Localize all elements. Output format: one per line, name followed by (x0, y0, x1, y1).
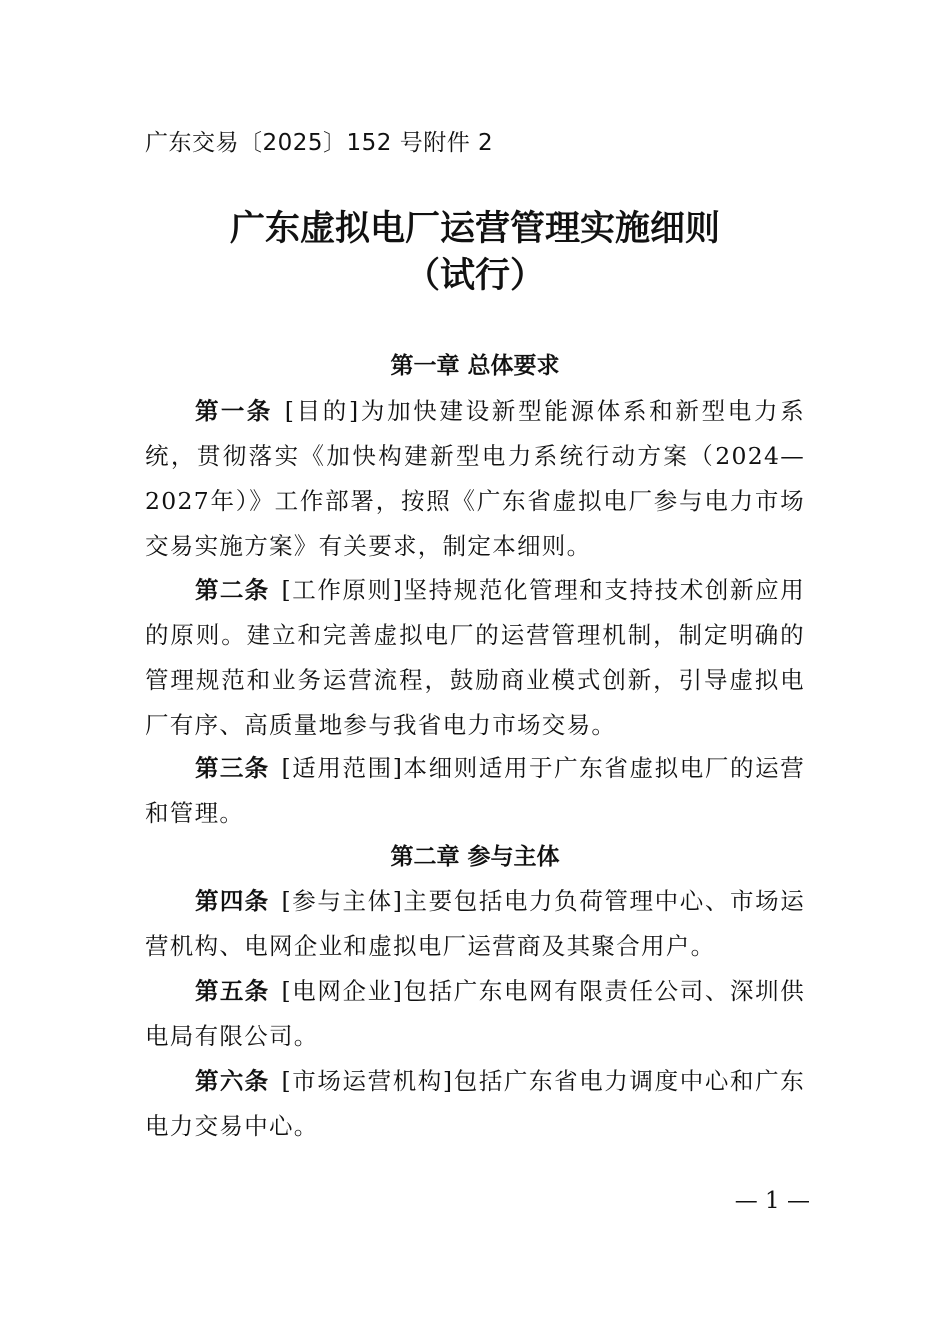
article-label: 第五条 (195, 977, 270, 1005)
article-paragraph (145, 1059, 805, 1149)
article-label: 第三条 (195, 754, 270, 782)
article-tag: [适用范围] (281, 754, 404, 782)
chapter-heading: 第二章 参与主体 (390, 844, 560, 870)
article-label: 第四条 (195, 887, 270, 915)
article-text: 坚持规范化管理和支持技术创新应用的原则。建立和完善虚拟电厂的运营管理机制，制定明确的管理规范和业务运营流程，鼓励商业模式创新，引导虚拟电厂有序、高质量地参与我省电力市场交易。 (145, 576, 806, 739)
article-text: 包括广东省电力调度中心和广东电力交易中心。 (145, 1067, 805, 1140)
article-paragraph (145, 568, 805, 748)
article-label: 第一条 (195, 397, 273, 425)
article-tag: [目的] (284, 397, 360, 425)
chapter-heading: 第一章 总体要求 (390, 353, 560, 379)
article-text: 本细则适用于广东省虚拟电厂的运营和管理。 (145, 754, 806, 827)
article-tag: [工作原则] (281, 576, 404, 604)
article-paragraph (145, 746, 805, 836)
article-tag: [参与主体] (281, 887, 404, 915)
article-paragraph (145, 389, 805, 569)
article-text: 为加快建设新型能源体系和新型电力系统，贯彻落实《加快构建新型电力系统行动方案（2024—2027年）》工作部署，按照《广东省虚拟电厂参与电力市场交易实施方案》有关要求，制定本细则。 (145, 397, 805, 560)
article-label: 第六条 (195, 1067, 270, 1095)
article-tag: [电网企业] (281, 977, 404, 1005)
article-paragraph (145, 969, 805, 1059)
document-subtitle: （试行） (404, 255, 545, 296)
article-tag: [市场运营机构] (281, 1067, 454, 1095)
article-text: 包括广东电网有限责任公司、深圳供电局有限公司。 (145, 977, 806, 1050)
article-paragraph (145, 879, 805, 969)
document-title: 广东虚拟电厂运营管理实施细则 (229, 208, 720, 249)
article-text: 主要包括电力负荷管理中心、市场运营机构、电网企业和虚拟电厂运营商及其聚合用户。 (145, 887, 806, 960)
article-label: 第二条 (195, 576, 270, 604)
page-number: — 1 — (734, 1188, 810, 1214)
attachment-reference: 广东交易〔2025〕152 号附件 2 (145, 130, 494, 156)
